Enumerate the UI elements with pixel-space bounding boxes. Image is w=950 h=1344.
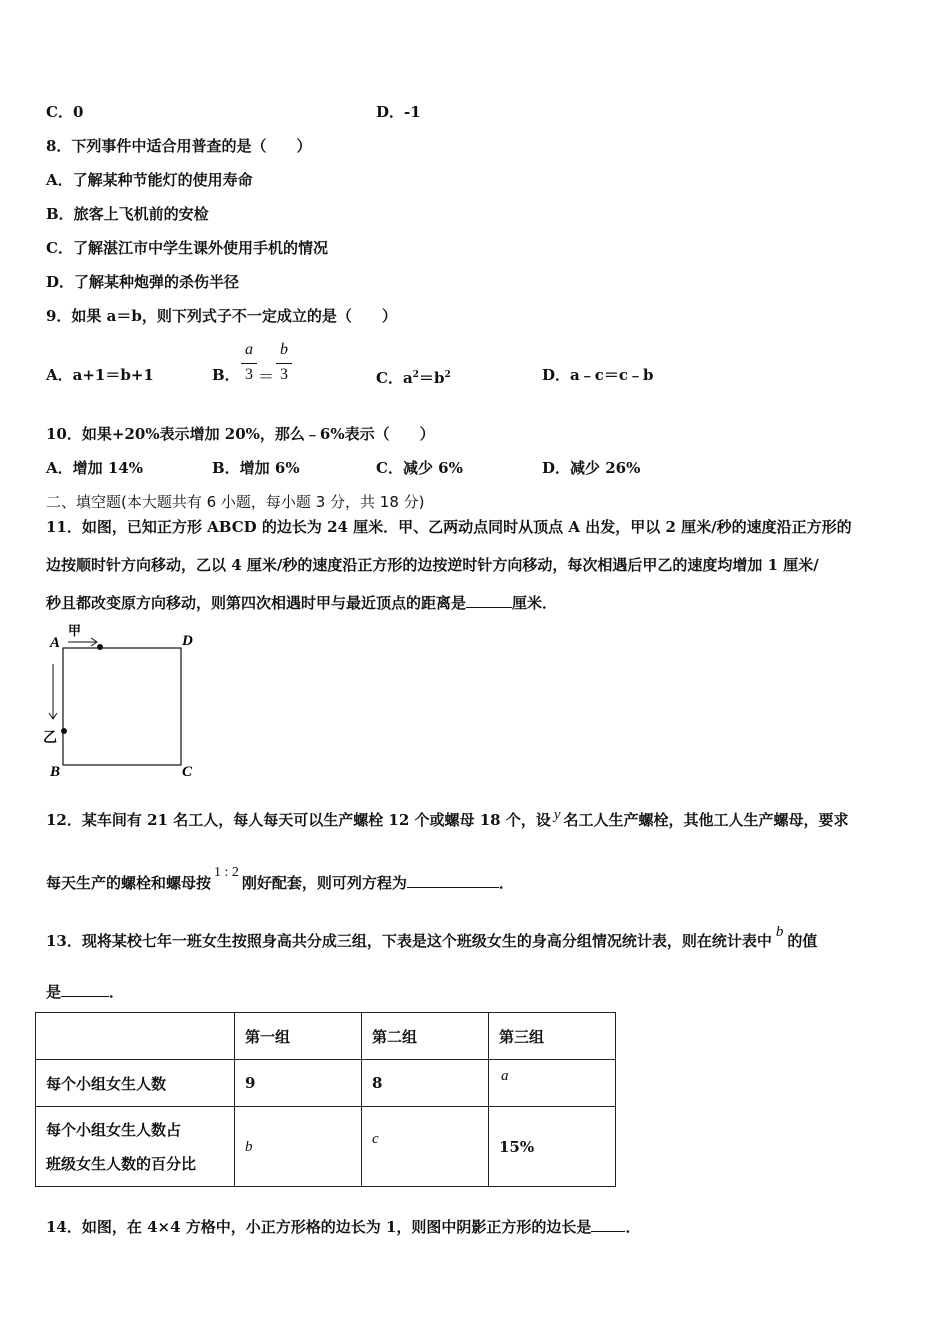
table-header-group-1: 第一组 (235, 1013, 362, 1060)
q8-option-d: D．了解某种炮弹的杀伤半径 (46, 273, 240, 291)
table-row-label (36, 1107, 235, 1187)
q12-line-1-text: 12．某车间有 21 名工人，每人每天可以生产螺栓 12 个或螺母 18 个，设 (46, 811, 551, 829)
q10-stem: 10．如果+20%表示增加 20%，那么﹣6%表示（ ） (46, 425, 435, 443)
table-corner-cell (36, 1013, 235, 1060)
fraction-denominator-3: 3 (245, 366, 253, 383)
q12-line-2-text: 每天生产的螺栓和螺母按 (46, 874, 212, 892)
q8-option-c: C．了解湛江市中学生课外使用手机的情况 (46, 239, 328, 257)
q13-line-1 (46, 924, 818, 952)
q10-option-c: C．减少 6% (376, 459, 463, 477)
answer-blank[interactable] (407, 873, 499, 888)
q10-option-a: A．增加 14% (46, 459, 143, 477)
q7-option-c: C．0 (46, 103, 84, 121)
square-abcd-figure (40, 618, 210, 783)
q11-line-3-end: 厘米． (512, 594, 558, 612)
table-cell: 9 (235, 1060, 362, 1107)
q11-line-2: 边按顺时针方向移动，乙以 4 厘米/秒的速度沿正方形的边按逆时针方向移动，每次相遇后甲乙的速度均增加 1 厘米/ (46, 556, 819, 574)
fraction-numerator-a: a (245, 341, 253, 358)
q10-option-b: B．增加 6% (212, 459, 300, 477)
table-cell: 15% (489, 1107, 616, 1187)
q9-option-a: A．a+1＝b+1 (46, 366, 154, 384)
q13-line-2 (46, 982, 124, 1002)
fraction-bar (241, 363, 257, 364)
q12-line-1-end: 名工人生产螺栓，其他工人生产螺母，要求 (563, 811, 849, 829)
ratio-value: 1 : 2 (214, 865, 239, 880)
q9-option-d: D．a﹣c＝c﹣b (542, 366, 654, 384)
q9-option-b-label: B． (212, 366, 240, 384)
q9-c-text: C．a (376, 369, 413, 387)
point-jia (97, 644, 103, 650)
vertex-label-d: D (182, 633, 193, 649)
q8-stem: 8．下列事件中适合用普查的是（ ） (46, 137, 312, 155)
section-heading: 二、填空题(本大题共有 6 小题，每小题 3 分，共 18 分) (46, 493, 425, 511)
variable-c: c (372, 1131, 379, 1147)
vertex-label-c: C (182, 764, 193, 780)
table-row (36, 1107, 616, 1187)
variable-b: b (775, 924, 784, 940)
point-yi (61, 728, 67, 734)
q14-end: ． (625, 1218, 641, 1236)
q14-text: 14．如图，在 4×4 方格中，小正方形格的边长为 1，则图中阴影正方形的边长是 (46, 1218, 592, 1236)
table-header-row (36, 1013, 616, 1060)
q13-line-1-text: 13．现将某校七年一班女生按照身高共分成三组，下表是这个班级女生的身高分组情况统计表，则在统计表中 (46, 932, 772, 950)
table-cell: 8 (362, 1060, 489, 1107)
point-label-jia: 甲 (68, 624, 82, 639)
table-header-group-2: 第二组 (362, 1013, 489, 1060)
q13-line-1-end: 的值 (787, 932, 818, 950)
vertex-label-a: A (50, 635, 61, 651)
table-row-label-line: 班级女生人数的百分比 (46, 1154, 197, 1173)
variable-b: b (245, 1139, 253, 1155)
q12-line-2 (46, 865, 514, 895)
q12-line-2-end: ． (498, 874, 514, 892)
variable-y: y (553, 807, 561, 823)
q14-line (46, 1217, 640, 1237)
q10-option-d: D．减少 26% (542, 459, 641, 477)
q8-option-a: A．了解某种节能灯的使用寿命 (46, 171, 253, 189)
answer-blank[interactable] (61, 982, 109, 997)
fraction-denominator-3: 3 (280, 366, 288, 383)
fraction-equals: ＝ (257, 369, 274, 386)
fraction-bar (276, 363, 292, 364)
q7-option-d: D．-1 (376, 103, 421, 121)
q8-option-b: B．旅客上飞机前的安检 (46, 205, 209, 223)
table-row-label: 每个小组女生人数 (36, 1060, 235, 1107)
q12-line-1 (46, 807, 849, 831)
table-row-label-line: 每个小组女生人数占 (46, 1120, 182, 1139)
table-header-group-3: 第三组 (489, 1013, 616, 1060)
table-row (36, 1060, 616, 1107)
q11-line-1: 11．如图，已知正方形 ABCD 的边长为 24 厘米．甲、乙两动点同时从顶点 A 出发，甲以 2 厘米/秒的速度沿正方形的 (46, 518, 852, 536)
table-cell (362, 1107, 489, 1187)
q9-stem: 9．如果 a＝b，则下列式子不一定成立的是（ ） (46, 307, 397, 325)
variable-a: a (501, 1068, 509, 1084)
q11-line-3-text: 秒且都改变原方向移动，则第四次相遇时甲与最近顶点的距离是 (46, 594, 467, 612)
q9-option-c (376, 365, 451, 388)
vertex-label-b: B (50, 764, 61, 780)
q13-line-2-text: 是 (46, 983, 62, 1001)
answer-blank[interactable] (591, 1217, 625, 1232)
q9-c-sup: 2 (444, 370, 451, 380)
point-label-yi: 乙 (43, 730, 57, 746)
q9-c-mid: ＝b (418, 369, 445, 387)
q13-line-2-end: ． (109, 983, 125, 1001)
q12-line-2-mid: 刚好配套，则可列方程为 (241, 874, 407, 892)
square-abcd (63, 648, 181, 765)
q9-c-sup: 2 (412, 370, 419, 380)
height-group-table (35, 1012, 616, 1187)
q11-line-3 (46, 593, 557, 613)
table-cell (489, 1060, 616, 1107)
answer-blank[interactable] (466, 593, 512, 608)
fraction-numerator-b: b (280, 341, 288, 358)
table-cell (235, 1107, 362, 1187)
